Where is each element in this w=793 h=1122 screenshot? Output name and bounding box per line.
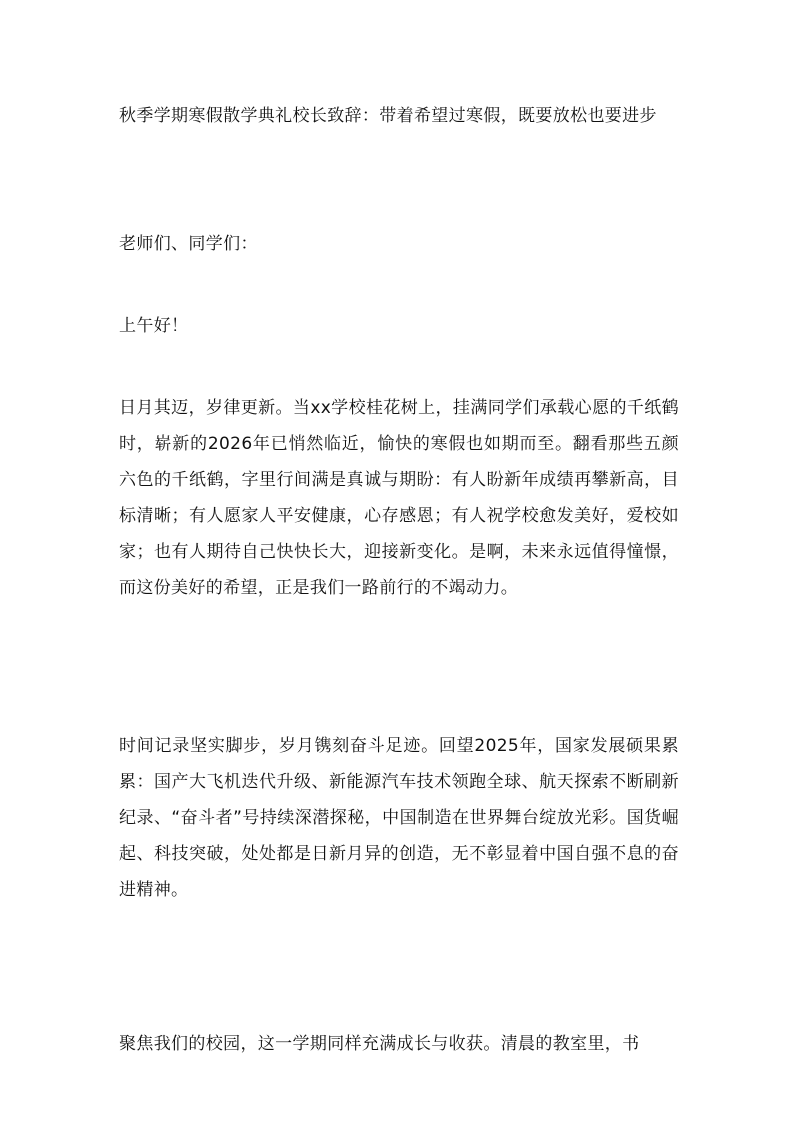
document-title: 秋季学期寒假散学典礼校长致辞：带着希望过寒假，既要放松也要进步 [119, 106, 657, 126]
salutation: 老师们、同学们： [119, 234, 258, 254]
paragraph-new-year-wishes: 日月其迈，岁律更新。当xx学校桂花树上，挂满同学们承载心愿的千纸鹤时，崭新的2026年已悄然临近，愉快的寒假也如期而至。翻看那些五颜六色的千纸鹤，字里行间满是真诚与期盼：有人盼新年成绩再攀新高，目标清晰；有人愿家人平安健康，心存感恩；有人祝学校愈发美好，爱校如家；也有人期待自己快快长大，迎接新变化。是啊，未来永远值得憧憬，而这份美好的希望，正是我们一路前行的不竭动力。 [119, 398, 679, 598]
paragraph-campus-growth: 聚焦我们的校园，这一学期同样充满成长与收获。清晨的教室里，书 [119, 1034, 640, 1054]
paragraph-national-achievements: 时间记录坚实脚步，岁月镌刻奋斗足迹。回望2025年，国家发展硕果累累：国产大飞机迭代升级、新能源汽车技术领跑全球、航天探索不断刷新纪录、“奋斗者”号持续深潜探秘，中国制造在世界舞台绽放光彩。国货崛起、科技突破，处处都是日新月异的创造，无不彰显着中国自强不息的奋进精神。 [119, 736, 679, 900]
greeting: 上午好！ [119, 316, 189, 336]
